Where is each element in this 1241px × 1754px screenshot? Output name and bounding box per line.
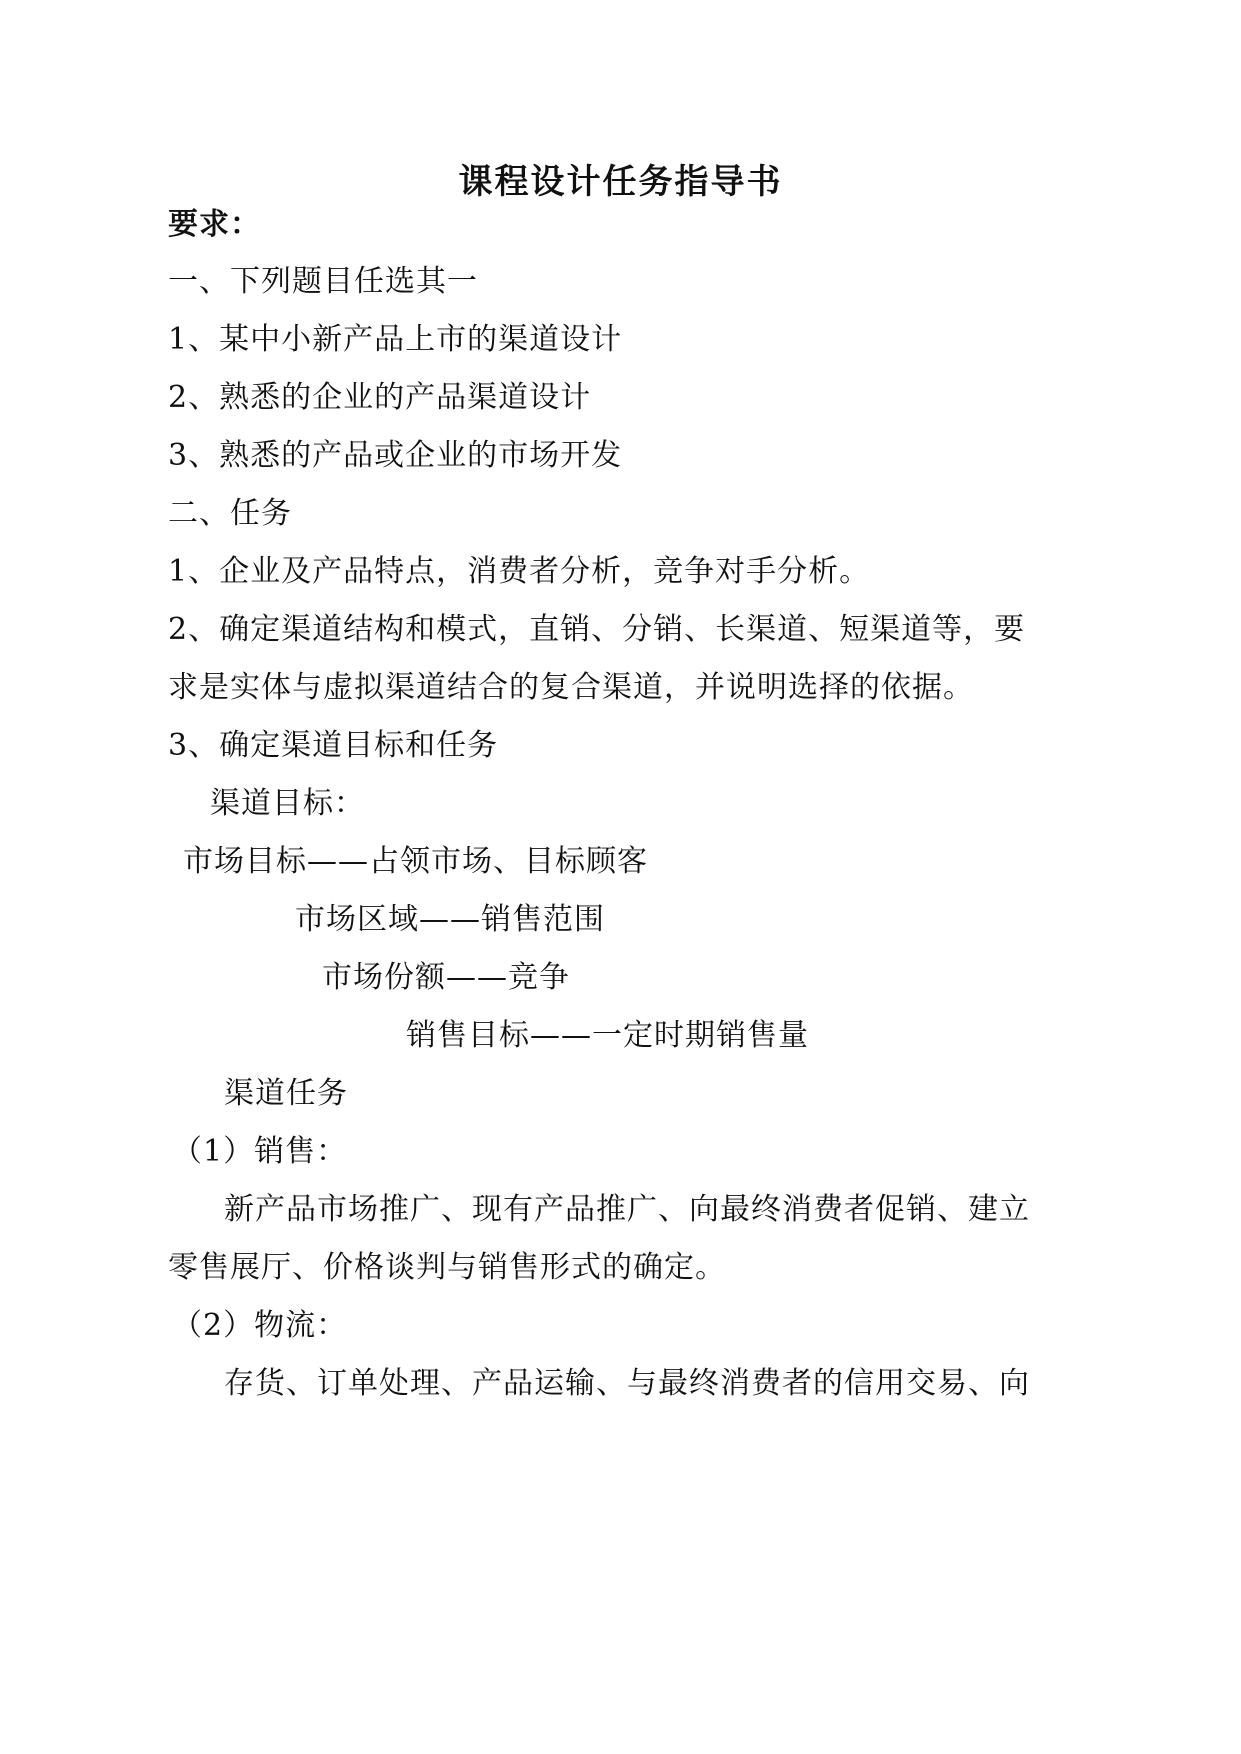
sales-label: （1）销售： xyxy=(172,1134,348,1169)
section1-heading: 一、下列题目任选其一 xyxy=(168,264,478,299)
market-share-line: 市场份额——竞争 xyxy=(322,960,570,995)
task-item-2-line1: 2、确定渠道结构和模式，直销、分销、长渠道、短渠道等，要 xyxy=(168,612,1026,647)
market-area-line: 市场区域——销售范围 xyxy=(295,902,605,937)
page-title: 课程设计任务指导书 xyxy=(458,162,783,202)
market-goal-line: 市场目标——占领市场、目标顾客 xyxy=(183,844,648,879)
logistics-label: （2）物流： xyxy=(172,1308,348,1343)
sales-paragraph-line1: 新产品市场推广、现有产品推广、向最终消费者促销、建立 xyxy=(224,1192,1030,1227)
sales-goal-line: 销售目标——一定时期销售量 xyxy=(406,1018,809,1053)
task-item-3: 3、确定渠道目标和任务 xyxy=(168,728,499,763)
channel-goals-label: 渠道目标： xyxy=(210,786,365,821)
topic-item-1: 1、某中小新产品上市的渠道设计 xyxy=(168,322,623,357)
topic-item-2: 2、熟悉的企业的产品渠道设计 xyxy=(168,380,592,415)
task-item-1: 1、企业及产品特点，消费者分析，竞争对手分析。 xyxy=(168,554,871,589)
task-item-2-line2: 求是实体与虚拟渠道结合的复合渠道，并说明选择的依据。 xyxy=(168,670,974,705)
sales-paragraph-line2: 零售展厅、价格谈判与销售形式的确定。 xyxy=(168,1250,726,1285)
topic-item-3: 3、熟悉的产品或企业的市场开发 xyxy=(168,438,623,473)
logistics-paragraph-line1: 存货、订单处理、产品运输、与最终消费者的信用交易、向 xyxy=(224,1366,1030,1401)
section2-heading: 二、任务 xyxy=(168,496,292,531)
channel-tasks-label: 渠道任务 xyxy=(224,1076,348,1111)
requirements-heading: 要求： xyxy=(168,207,261,242)
